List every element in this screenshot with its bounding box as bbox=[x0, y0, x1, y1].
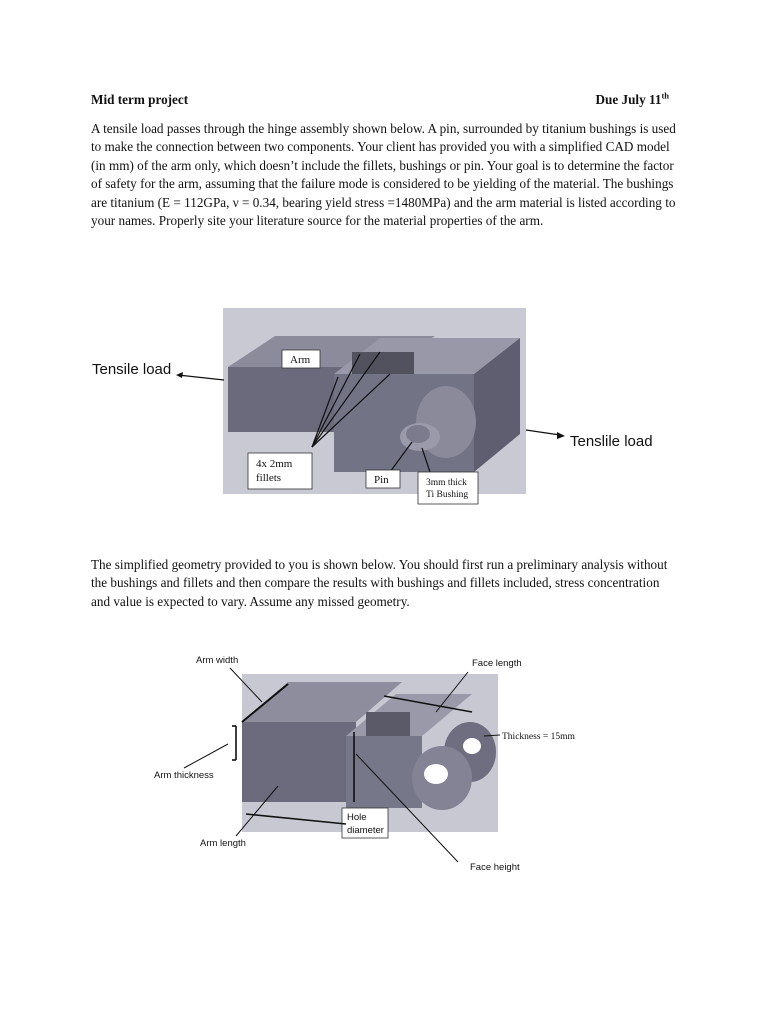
due-date bbox=[595, 92, 669, 108]
arm-label: Arm bbox=[290, 354, 311, 366]
pin-hole bbox=[424, 764, 448, 784]
arm-width-label: Arm width bbox=[196, 655, 239, 666]
clevis-front-face-2 bbox=[346, 736, 422, 808]
clevis-slot bbox=[352, 352, 414, 374]
pin-label: Pin bbox=[374, 474, 389, 486]
bushing-label-line2: Ti Bushing bbox=[426, 490, 469, 500]
fillets-label-line1: 4x 2mm bbox=[256, 458, 293, 470]
arm-front-face-2 bbox=[242, 722, 356, 802]
fillets-label-line2: fillets bbox=[256, 472, 282, 484]
hinge-assembly-figure bbox=[90, 282, 676, 542]
tensile-load-right-label: Tenslile load bbox=[570, 433, 653, 450]
face-length-label: Face length bbox=[472, 658, 522, 669]
intro-paragraph: A tensile load passes through the hinge assembly shown below. A pin, surrounded by titanium bushings is used to make the connection between two components. Your client has provided you with a simplified CAD model (in mm) of the arm only, which doesn’t include the fillets, bushings or pin. Your goal is to determine the factor of safety for the arm, assuming that the failure mode is considered to be yielding of the material. The bushings are titanium (E = 112GPa, ν = 0.34, bearing yield stress =1480MPa) and the arm material is listed according to your names. Properly site your literature source for the material properties of the arm. bbox=[91, 121, 676, 229]
tensile-load-left-label: Tensile load bbox=[92, 361, 172, 378]
face-height-label: Face height bbox=[470, 862, 520, 873]
project-title: Mid term project bbox=[91, 92, 189, 107]
geometry-paragraph: The simplified geometry provided to you is shown below. You should first run a preliminary analysis without the bushings and fillets and then compare the results with bushings and fillets included, stress concentration and value is expected to vary. Assume any missed geometry. bbox=[91, 557, 668, 609]
hole-diameter-label-line2: diameter bbox=[347, 825, 384, 836]
bushing-label-line1: 3mm thick bbox=[426, 478, 467, 488]
arm-thickness-label: Arm thickness bbox=[154, 770, 214, 781]
due-date-suffix: th bbox=[661, 90, 669, 101]
simplified-geometry-figure bbox=[150, 640, 602, 882]
clevis-slot-2 bbox=[366, 712, 410, 736]
arm-length-label: Arm length bbox=[200, 838, 246, 849]
thickness-label: Thickness = 15mm bbox=[502, 732, 575, 742]
pin-head bbox=[406, 425, 430, 443]
due-date-text: Due July 11 bbox=[595, 92, 662, 107]
hole-diameter-label-line1: Hole bbox=[347, 812, 367, 823]
pin-hole-rear bbox=[463, 738, 481, 754]
